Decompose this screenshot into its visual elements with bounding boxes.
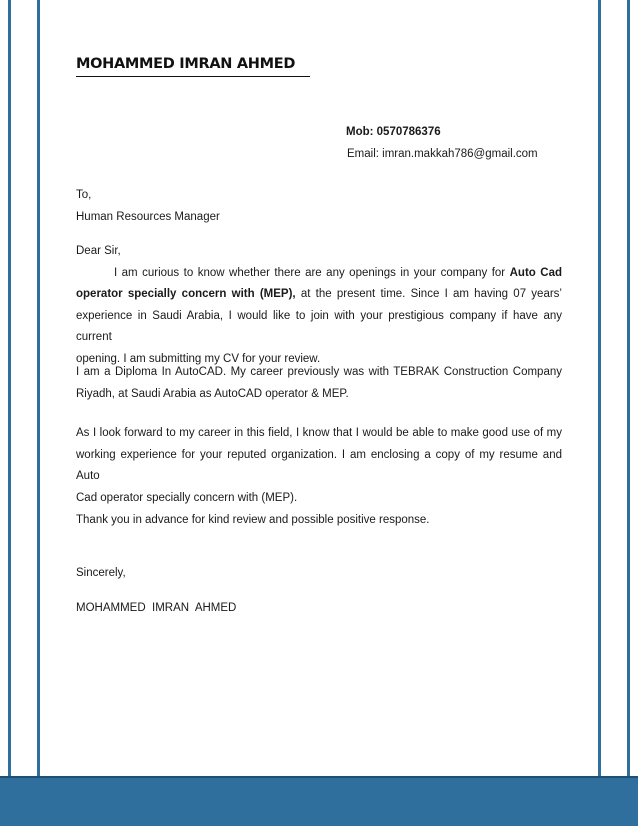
page-border-left-outer bbox=[8, 0, 11, 826]
paragraph-2 bbox=[76, 362, 562, 405]
p2-line-2: Riyadh, at Saudi Arabia as AutoCAD operator & MEP. bbox=[76, 387, 349, 400]
p3-line-3: Cad operator specially concern with (MEP). bbox=[76, 491, 298, 504]
p1-line-3: experience in Saudi Arabia, I would like to join with your prestigious company if have any current bbox=[76, 309, 562, 343]
page-border-right-inner bbox=[598, 0, 601, 826]
p1-line-4: opening. I am submitting my CV for your review. bbox=[76, 352, 321, 365]
p4-line-1: Thank you in advance for kind review and possible positive response. bbox=[76, 514, 430, 526]
heading-underline bbox=[76, 76, 310, 77]
p3-line-2: working experience for your reputed organization. I am enclosing a copy of my resume and Auto bbox=[76, 448, 562, 482]
p3-line-1: As I look forward to my career in this field, I know that I would be able to make good use of my bbox=[76, 427, 562, 439]
page-footer-band bbox=[0, 776, 638, 826]
p1-line-1: I am curious to know whether there are any openings in your company for Auto Cad bbox=[114, 266, 562, 279]
recipient-block bbox=[76, 185, 562, 228]
paragraph-3 bbox=[76, 423, 562, 509]
salutation-and-paragraph-1 bbox=[76, 241, 562, 370]
p1-line-2: operator specially concern with (MEP), at the present time. Since I am having 07 years’ bbox=[76, 288, 562, 300]
contact-email: Email: imran.makkah786@gmail.com bbox=[347, 148, 538, 160]
p2-line-1: I am a Diploma In AutoCAD. My career previously was with TEBRAK Construction Company bbox=[76, 366, 562, 378]
closing-sincerely: Sincerely, bbox=[76, 567, 126, 579]
page-border-left-inner bbox=[37, 0, 40, 826]
applicant-name-heading: MOHAMMED IMRAN AHMED bbox=[76, 56, 296, 72]
recipient-title: Human Resources Manager bbox=[76, 210, 220, 223]
signature-name: MOHAMMED IMRAN AHMED bbox=[76, 602, 237, 614]
closing bbox=[76, 563, 562, 585]
contact-mobile: Mob: 0570786376 bbox=[346, 126, 441, 138]
signature-block bbox=[76, 598, 562, 620]
paragraph-4 bbox=[76, 510, 562, 532]
page-border-right-outer bbox=[627, 0, 630, 826]
recipient-to: To, bbox=[76, 189, 92, 201]
salutation: Dear Sir, bbox=[76, 245, 121, 257]
